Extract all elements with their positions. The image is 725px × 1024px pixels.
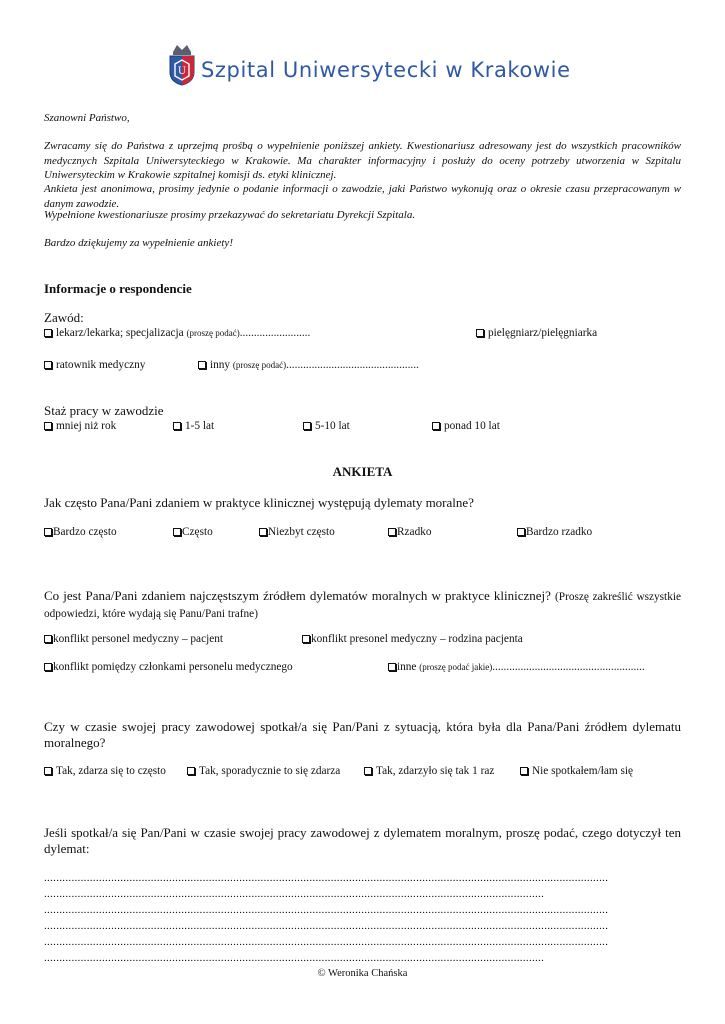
checkbox[interactable] bbox=[44, 329, 52, 337]
option-label: ponad 10 lat bbox=[444, 420, 500, 432]
option-label: Tak, zdarzyło się tak 1 raz bbox=[376, 765, 495, 777]
profession-label: Zawód: bbox=[44, 310, 84, 325]
option-label: Niezbyt często bbox=[268, 526, 335, 538]
option-seniority-1-5[interactable] bbox=[173, 420, 214, 432]
crest-icon bbox=[165, 42, 199, 86]
option-label: ratownik medyczny bbox=[56, 359, 146, 371]
hospital-name: Szpital Uniwersytecki w Krakowie bbox=[201, 58, 571, 82]
option-seniority-5-10[interactable] bbox=[303, 420, 350, 432]
option-other-profession[interactable] bbox=[198, 359, 419, 371]
checkbox[interactable] bbox=[364, 767, 372, 775]
checkbox[interactable] bbox=[173, 528, 181, 536]
option-label: lekarz/lekarka; specjalizacja bbox=[56, 327, 184, 339]
answer-line[interactable]: ......................................................................................................................................................................................... bbox=[44, 936, 609, 948]
checkbox[interactable] bbox=[173, 422, 181, 430]
checkbox[interactable] bbox=[388, 663, 396, 671]
q1-option-often[interactable] bbox=[173, 526, 213, 538]
q2-option-staff-family[interactable] bbox=[302, 633, 523, 645]
option-label: Tak, zdarza się to często bbox=[56, 765, 166, 777]
option-label: konflikt presonel medyczny – rodzina pacjenta bbox=[311, 633, 523, 645]
option-hint: (proszę podać) bbox=[232, 360, 287, 370]
checkbox[interactable] bbox=[198, 361, 206, 369]
answer-line[interactable]: ......................................................................................................................................................................................... bbox=[44, 904, 609, 916]
checkbox[interactable] bbox=[44, 767, 52, 775]
option-hint: (proszę podać) bbox=[186, 328, 240, 338]
q2-option-staff-patient[interactable] bbox=[44, 633, 223, 645]
option-label: 1-5 lat bbox=[185, 420, 215, 432]
checkbox[interactable] bbox=[44, 635, 52, 643]
svg-text:U: U bbox=[177, 66, 187, 77]
fill-line[interactable]: ............................................... bbox=[286, 359, 419, 371]
seniority-label: Staż pracy w zawodzie bbox=[44, 403, 164, 418]
option-seniority-under-1[interactable] bbox=[44, 420, 116, 432]
greeting: Szanowni Państwo, bbox=[44, 112, 130, 124]
checkbox[interactable] bbox=[303, 422, 311, 430]
answer-line[interactable]: ......................................................................................................................................................................................... bbox=[44, 872, 609, 884]
fill-line[interactable]: ...................................................... bbox=[492, 661, 645, 673]
anonymity-note: Ankieta jest anonimowa, prosimy jedynie o podanie informacji o zawodzie, jaki Państwo wykonują oraz o okresie czasu przepracowanym w danym zawodzie. bbox=[44, 183, 681, 210]
checkbox[interactable] bbox=[388, 528, 396, 536]
q3-option-never[interactable] bbox=[520, 765, 633, 777]
option-label: konflikt personel medyczny – pacjent bbox=[53, 633, 224, 645]
option-label: 5-10 lat bbox=[315, 420, 350, 432]
option-label: Bardzo rzadko bbox=[526, 526, 593, 538]
checkbox[interactable] bbox=[187, 767, 195, 775]
question-2 bbox=[44, 588, 681, 622]
option-label: Bardzo często bbox=[53, 526, 117, 538]
copyright-footer: © Weronika Chańska bbox=[317, 968, 408, 979]
q1-option-very-rarely[interactable] bbox=[517, 526, 592, 538]
q3-option-once[interactable] bbox=[364, 765, 494, 777]
option-label: Często bbox=[182, 526, 213, 538]
option-nurse[interactable] bbox=[476, 327, 597, 339]
option-label: Nie spotkałem/łam się bbox=[532, 765, 634, 777]
checkbox[interactable] bbox=[44, 422, 52, 430]
q1-option-very-often[interactable] bbox=[44, 526, 117, 538]
hospital-header bbox=[165, 42, 585, 92]
option-label: inny bbox=[210, 359, 231, 371]
checkbox[interactable] bbox=[520, 767, 528, 775]
q2-option-other[interactable] bbox=[388, 661, 645, 673]
answer-line[interactable]: .................................................................................................................................................................... bbox=[44, 888, 545, 900]
question-note: (Proszę zakreślić wszystkie odpowiedzi, które wydają się Panu/Pani trafne) bbox=[44, 591, 681, 620]
survey-title: ANKIETA bbox=[332, 464, 393, 479]
return-note: Wypełnione kwestionariusze prosimy przekazywać do sekretariatu Dyrekcji Szpitala. bbox=[44, 209, 416, 221]
q3-option-sporadically[interactable] bbox=[187, 765, 340, 777]
intro-paragraph: Zwracamy się do Państwa z uprzejmą prośbą o wypełnienie poniższej ankiety. Kwestionariusz adresowany jest do wszystkich pracowników medycznych Szpitala Uniwersyteckiego w Krakowie. Ma charakter informacyjny i posłuży do oceny potrzeby utworzenia w Szpitalu Uniwersyteckim w Krakowie szpitalnej komisji ds. etyki klinicznej. bbox=[44, 140, 681, 181]
option-doctor[interactable] bbox=[44, 327, 310, 339]
question-4: Jeśli spotkał/a się Pan/Pani w czasie swojej pracy zawodowej z dylematem moralnym, proszę podać, czego dotyczył ten dylemat: bbox=[44, 825, 681, 856]
option-label: mniej niż rok bbox=[56, 420, 117, 432]
option-hint: (proszę podać jakie) bbox=[419, 662, 493, 672]
respondent-heading: Informacje o respondencie bbox=[44, 281, 192, 296]
question-3: Czy w czasie swojej pracy zawodowej spotkał/a się Pan/Pani z sytuacją, która była dla Pana/Pani źródłem dylematu moralnego? bbox=[44, 719, 681, 750]
checkbox[interactable] bbox=[259, 528, 267, 536]
q3-option-often[interactable] bbox=[44, 765, 166, 777]
checkbox[interactable] bbox=[302, 635, 310, 643]
checkbox[interactable] bbox=[476, 329, 484, 337]
answer-line[interactable]: .................................................................................................................................................................... bbox=[44, 952, 545, 964]
option-seniority-over-10[interactable] bbox=[432, 420, 500, 432]
thanks-note: Bardzo dziękujemy za wypełnienie ankiety! bbox=[44, 237, 233, 249]
checkbox[interactable] bbox=[44, 663, 52, 671]
q2-option-staff-staff[interactable] bbox=[44, 661, 293, 673]
checkbox[interactable] bbox=[44, 528, 52, 536]
q1-option-not-very-often[interactable] bbox=[259, 526, 335, 538]
q1-option-rarely[interactable] bbox=[388, 526, 432, 538]
checkbox[interactable] bbox=[44, 361, 52, 369]
question-1: Jak często Pana/Pani zdaniem w praktyce klinicznej występują dylematy moralne? bbox=[44, 495, 474, 510]
checkbox[interactable] bbox=[432, 422, 440, 430]
option-paramedic[interactable] bbox=[44, 359, 145, 371]
answer-line[interactable]: ......................................................................................................................................................................................... bbox=[44, 920, 609, 932]
fill-line[interactable]: ......................... bbox=[239, 327, 311, 339]
option-label: konflikt pomiędzy członkami personelu medycznego bbox=[53, 661, 293, 673]
option-label: Tak, sporadycznie to się zdarza bbox=[199, 765, 341, 777]
option-label: pielęgniarz/pielęgniarka bbox=[488, 327, 598, 339]
option-label: inne bbox=[397, 661, 417, 673]
question-text: Co jest Pana/Pani zdaniem najczęstszym źródłem dylematów moralnych w praktyce klinicznej? bbox=[44, 588, 551, 603]
option-label: Rzadko bbox=[397, 526, 432, 538]
checkbox[interactable] bbox=[517, 528, 525, 536]
